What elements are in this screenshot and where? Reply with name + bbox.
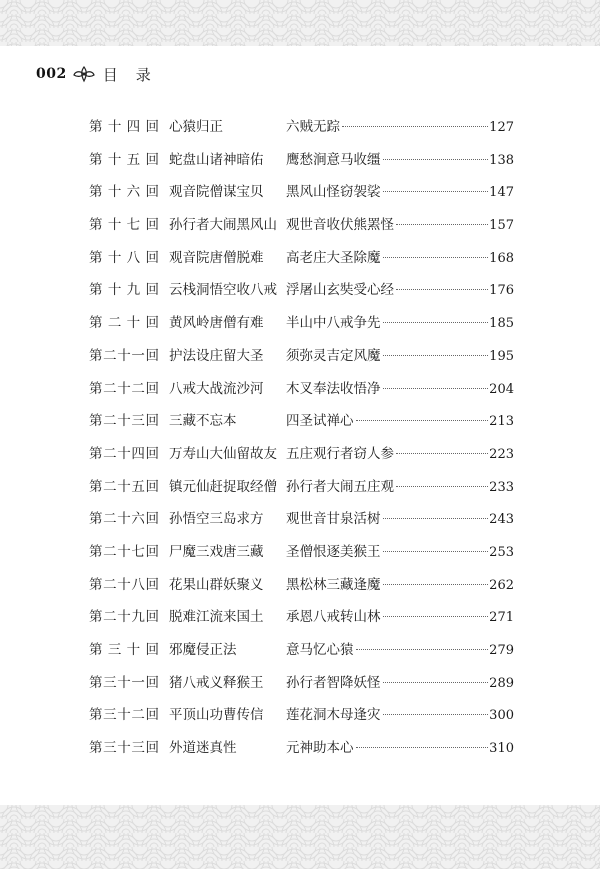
dot-leader — [396, 289, 488, 290]
chapter-number-char: 八 — [131, 576, 145, 593]
chapter-title-second-line-group — [286, 374, 514, 405]
toc-entry[interactable] — [89, 308, 514, 338]
chapter-number-char: 十 — [117, 576, 131, 593]
chapter-title-second-line: 圣僧恨逐美猴王 — [286, 543, 381, 560]
chapter-number — [89, 275, 159, 305]
chapter-title-second-line: 鹰愁涧意马收缰 — [286, 151, 381, 168]
chapter-number-char: 二 — [131, 707, 145, 724]
chapter-number-char: 九 — [131, 609, 145, 626]
chapter-number-char: 五 — [126, 151, 141, 168]
chapter-number-char: 第 — [89, 413, 103, 430]
page-reference: 310 — [489, 741, 514, 757]
dot-leader — [383, 616, 489, 617]
chapter-number-char: 第 — [89, 347, 103, 364]
chapter-number-char: 十 — [117, 347, 131, 364]
chapter-title-second-line: 莲花洞木母逢灾 — [286, 707, 381, 724]
toc-entry[interactable] — [89, 504, 514, 534]
page-reference: 204 — [489, 381, 514, 397]
page-reference: 176 — [489, 283, 514, 299]
chapter-number-char: 三 — [103, 674, 117, 691]
chapter-title-first-line: 孙悟空三岛求方 — [169, 511, 264, 528]
chapter-number-char: 回 — [145, 249, 159, 266]
chapter-number — [89, 112, 159, 142]
chapter-number-char: 二 — [107, 315, 122, 332]
chapter-title-second-line: 须弥灵吉定风魔 — [286, 347, 381, 364]
chapter-number-char: 十 — [107, 151, 122, 168]
chapter-title-first-line: 云栈洞悟空收八戒 — [169, 282, 277, 299]
chapter-number-char: 回 — [145, 315, 159, 332]
chapter-title-first-line: 三藏不忘本 — [169, 413, 237, 430]
chapter-number-char: 回 — [145, 543, 159, 560]
dot-leader — [356, 420, 489, 421]
chapter-number-char: 回 — [145, 151, 159, 168]
chapter-title-first-line: 平顶山功曹传信 — [169, 707, 264, 724]
toc-entry[interactable] — [89, 439, 514, 469]
dot-leader — [383, 191, 489, 192]
dot-leader — [396, 486, 488, 487]
chapter-number — [89, 177, 159, 207]
chapter-number-char: 第 — [89, 543, 103, 560]
chapter-title-second-line: 木叉奉法收悟净 — [286, 380, 381, 397]
page-reference: 168 — [489, 250, 514, 266]
toc-entry[interactable] — [89, 177, 514, 207]
chapter-number-char: 十 — [117, 511, 131, 528]
dot-leader — [383, 714, 489, 715]
chapter-number-char: 回 — [145, 413, 159, 430]
chapter-title-second-line-group — [286, 243, 514, 274]
toc-entry[interactable] — [89, 145, 514, 175]
chapter-number-char: 第 — [89, 380, 103, 397]
chapter-number-char: 第 — [89, 151, 103, 168]
chapter-number — [89, 374, 159, 404]
chapter-number-char: 第 — [89, 119, 103, 135]
chapter-number-char: 二 — [103, 413, 117, 430]
toc-entry[interactable] — [89, 537, 514, 567]
toc-entry[interactable] — [89, 570, 514, 600]
chapter-number-char: 十 — [107, 184, 122, 201]
page-reference: 271 — [489, 610, 514, 626]
chapter-title-second-line: 观世音甘泉活树 — [286, 511, 381, 528]
page-header — [36, 62, 169, 86]
chapter-title-first-line: 镇元仙赶捉取经僧 — [169, 478, 277, 495]
chapter-number-char: 三 — [131, 740, 145, 757]
chapter-number-char: 第 — [89, 249, 103, 266]
chapter-title-second-line: 元神助本心 — [286, 740, 354, 757]
chapter-number-char: 十 — [117, 740, 131, 757]
chapter-number-char: 三 — [103, 740, 117, 757]
dot-leader — [383, 551, 489, 552]
chapter-number-char: 回 — [145, 707, 159, 724]
chapter-title-first-line: 脱难江流来国土 — [169, 609, 264, 626]
chapter-number-char: 九 — [126, 282, 141, 299]
chapter-number — [89, 504, 159, 534]
chapter-title-second-line-group — [286, 504, 514, 535]
chapter-title-second-line-group — [286, 733, 514, 764]
chapter-number-char: 三 — [107, 642, 122, 658]
chapter-title-first-line: 邪魔侵正法 — [169, 642, 237, 658]
chapter-number-char: 第 — [89, 642, 103, 658]
chapter-number — [89, 733, 159, 763]
chapter-title-second-line: 五庄观行者窃人参 — [286, 445, 394, 462]
chapter-number-char: 第 — [89, 282, 103, 299]
lotus-ornament-icon — [73, 65, 95, 83]
page-reference: 138 — [489, 152, 514, 168]
bottom-wave-band — [0, 805, 600, 869]
chapter-number-char: 第 — [89, 707, 103, 724]
chapter-title-first-line: 猪八戒义释猴王 — [169, 674, 264, 691]
dot-leader — [383, 584, 489, 585]
chapter-number-char: 第 — [89, 478, 103, 495]
chapter-number — [89, 602, 159, 632]
chapter-title-second-line-group — [286, 341, 514, 372]
wave-pattern-bottom — [0, 805, 600, 869]
chapter-number-char: 十 — [117, 478, 131, 495]
toc-entry[interactable] — [89, 210, 514, 240]
chapter-number-char: 二 — [103, 609, 117, 626]
chapter-number-char: 六 — [131, 511, 145, 528]
chapter-title-first-line: 护法设庄留大圣 — [169, 347, 264, 364]
toc-entry[interactable] — [89, 374, 514, 404]
chapter-number-char: 八 — [126, 249, 141, 266]
chapter-number-char: 十 — [117, 380, 131, 397]
chapter-number-char: 回 — [145, 184, 159, 201]
chapter-number-char: 十 — [117, 707, 131, 724]
chapter-number — [89, 635, 159, 665]
top-wave-band — [0, 0, 600, 46]
chapter-number — [89, 406, 159, 436]
chapter-number-char: 回 — [145, 282, 159, 299]
chapter-title-first-line: 万寿山大仙留故友 — [169, 445, 277, 462]
chapter-number-char: 回 — [145, 576, 159, 593]
chapter-number-char: 二 — [131, 380, 145, 397]
chapter-number-char: 七 — [126, 217, 141, 234]
chapter-title-second-line: 孙行者大闹五庄观 — [286, 478, 394, 495]
dot-leader — [396, 453, 488, 454]
chapter-number-char: 十 — [117, 674, 131, 691]
chapter-number-char: 二 — [103, 380, 117, 397]
chapter-number-char: 四 — [126, 119, 141, 135]
chapter-title-first-line: 观音院僧谋宝贝 — [169, 184, 264, 201]
chapter-number-char: 回 — [145, 119, 159, 135]
chapter-number-char: 十 — [117, 445, 131, 462]
chapter-number — [89, 668, 159, 698]
dot-leader — [383, 388, 489, 389]
chapter-title-second-line: 半山中八戒争先 — [286, 315, 381, 332]
chapter-title-second-line-group — [286, 668, 514, 699]
chapter-title-second-line-group — [286, 210, 514, 241]
page-reference: 253 — [489, 544, 514, 560]
chapter-number-char: 第 — [89, 184, 103, 201]
chapter-number-char: 回 — [145, 347, 159, 364]
chapter-title-second-line-group — [286, 472, 514, 503]
chapter-number-char: 第 — [89, 576, 103, 593]
chapter-title-second-line-group — [286, 635, 514, 666]
chapter-title-first-line: 尸魔三戏唐三藏 — [169, 543, 264, 560]
chapter-title-first-line: 外道迷真性 — [169, 740, 237, 757]
chapter-number-char: 十 — [107, 119, 122, 135]
chapter-number-char: 第 — [89, 609, 103, 626]
page-reference: 195 — [489, 348, 514, 364]
chapter-title-second-line: 四圣试禅心 — [286, 413, 354, 430]
chapter-title-first-line: 心猿归正 — [169, 119, 223, 135]
chapter-title-second-line-group — [286, 537, 514, 568]
chapter-title-first-line: 蛇盘山诸神暗佑 — [169, 151, 264, 168]
chapter-title-second-line-group — [286, 406, 514, 437]
chapter-number-char: 二 — [103, 347, 117, 364]
chapter-title-second-line-group — [286, 700, 514, 731]
chapter-number — [89, 700, 159, 730]
toc-entry[interactable] — [89, 700, 514, 730]
chapter-title-second-line-group — [286, 308, 514, 339]
page-number: 002 — [36, 66, 67, 82]
page-reference: 300 — [489, 708, 514, 724]
chapter-title-second-line: 浮屠山玄奘受心经 — [286, 282, 394, 299]
dot-leader — [342, 126, 488, 127]
chapter-number-char: 第 — [89, 445, 103, 462]
chapter-number — [89, 439, 159, 469]
chapter-number — [89, 472, 159, 502]
chapter-number-char: 第 — [89, 740, 103, 757]
chapter-number-char: 五 — [131, 478, 145, 495]
dot-leader — [383, 159, 489, 160]
toc-entry[interactable] — [89, 668, 514, 698]
chapter-title-first-line: 黄风岭唐僧有难 — [169, 315, 264, 332]
page-title: 目录 — [102, 65, 169, 84]
chapter-title-second-line-group — [286, 570, 514, 601]
chapter-number-char: 十 — [107, 217, 122, 234]
chapter-title-second-line: 高老庄大圣除魔 — [286, 249, 381, 266]
chapter-number-char: 十 — [117, 543, 131, 560]
toc-entry[interactable] — [89, 112, 514, 142]
toc-entry[interactable] — [89, 406, 514, 436]
wave-pattern-top — [0, 0, 600, 46]
chapter-number-char: 四 — [131, 445, 145, 462]
chapter-number-char: 二 — [103, 478, 117, 495]
page-reference: 157 — [489, 218, 514, 234]
chapter-number-char: 七 — [131, 543, 145, 560]
chapter-title-first-line: 花果山群妖聚义 — [169, 576, 264, 593]
chapter-number-char: 十 — [107, 282, 122, 299]
dot-leader — [356, 649, 489, 650]
toc-entry[interactable] — [89, 243, 514, 273]
page-reference: 147 — [489, 185, 514, 201]
chapter-number — [89, 308, 159, 338]
chapter-number-char: 十 — [107, 249, 122, 266]
page-reference: 233 — [489, 479, 514, 495]
chapter-title-first-line: 孙行者大闹黑风山 — [169, 217, 277, 234]
page-reference: 127 — [489, 120, 514, 135]
chapter-title-second-line: 承恩八戒转山林 — [286, 609, 381, 626]
dot-leader — [383, 682, 489, 683]
chapter-number-char: 三 — [103, 707, 117, 724]
chapter-title-second-line: 黑松林三藏逢魔 — [286, 576, 381, 593]
chapter-number-char: 二 — [103, 543, 117, 560]
chapter-title-second-line-group — [286, 439, 514, 470]
chapter-number-char: 十 — [117, 609, 131, 626]
toc-entry[interactable] — [89, 341, 514, 371]
chapter-number — [89, 210, 159, 240]
chapter-title-second-line-group — [286, 145, 514, 176]
chapter-number-char: 二 — [103, 511, 117, 528]
chapter-title-first-line: 八戒大战流沙河 — [169, 380, 264, 397]
dot-leader — [356, 747, 489, 748]
chapter-number-char: 回 — [145, 740, 159, 757]
page-reference: 243 — [489, 512, 514, 528]
chapter-title-second-line: 黑风山怪窃袈裟 — [286, 184, 381, 201]
dot-leader — [396, 224, 488, 225]
chapter-number-char: 回 — [145, 511, 159, 528]
chapter-title-second-line-group — [286, 275, 514, 306]
chapter-number-char: 回 — [145, 642, 159, 658]
page-reference: 279 — [489, 643, 514, 658]
chapter-number-char: 第 — [89, 217, 103, 234]
page-reference: 185 — [489, 316, 514, 332]
chapter-title-second-line: 六贼无踪 — [286, 119, 340, 135]
chapter-number-char: 回 — [145, 674, 159, 691]
chapter-number-char: 十 — [117, 413, 131, 430]
chapter-number-char: 回 — [145, 478, 159, 495]
chapter-number-char: 六 — [126, 184, 141, 201]
page-reference: 213 — [489, 414, 514, 430]
chapter-number — [89, 341, 159, 371]
chapter-title-second-line: 观世音收伏熊罴怪 — [286, 217, 394, 234]
chapter-number-char: 回 — [145, 380, 159, 397]
dot-leader — [383, 322, 489, 323]
chapter-number-char: 十 — [126, 315, 141, 332]
table-of-contents — [89, 112, 514, 766]
chapter-number — [89, 570, 159, 600]
chapter-number-char: 回 — [145, 445, 159, 462]
chapter-title-first-line: 观音院唐僧脱难 — [169, 249, 264, 266]
chapter-number-char: 二 — [103, 576, 117, 593]
chapter-number-char: 回 — [145, 217, 159, 234]
chapter-number-char: 十 — [126, 642, 141, 658]
dot-leader — [383, 518, 489, 519]
dot-leader — [383, 257, 489, 258]
chapter-title-second-line-group — [286, 177, 514, 208]
chapter-number-char: 二 — [103, 445, 117, 462]
chapter-number — [89, 145, 159, 175]
chapter-number-char: 第 — [89, 511, 103, 528]
toc-entry[interactable] — [89, 602, 514, 632]
page-reference: 289 — [489, 675, 514, 691]
toc-entry[interactable] — [89, 635, 514, 665]
chapter-title-second-line-group — [286, 112, 514, 143]
chapter-number — [89, 537, 159, 567]
chapter-number-char: 三 — [131, 413, 145, 430]
toc-entry[interactable] — [89, 275, 514, 305]
chapter-title-second-line: 意马忆心猿 — [286, 642, 354, 658]
page-reference: 262 — [489, 577, 514, 593]
chapter-title-second-line-group — [286, 602, 514, 633]
dot-leader — [383, 355, 489, 356]
chapter-number-char: 第 — [89, 674, 103, 691]
chapter-number-char: 回 — [145, 609, 159, 626]
toc-entry[interactable] — [89, 733, 514, 763]
chapter-number-char: 一 — [131, 347, 145, 364]
chapter-number-char: 第 — [89, 315, 103, 332]
page-reference: 223 — [489, 446, 514, 462]
toc-entry[interactable] — [89, 472, 514, 502]
chapter-title-second-line: 孙行者智降妖怪 — [286, 674, 381, 691]
chapter-number — [89, 243, 159, 273]
chapter-number-char: 一 — [131, 674, 145, 691]
